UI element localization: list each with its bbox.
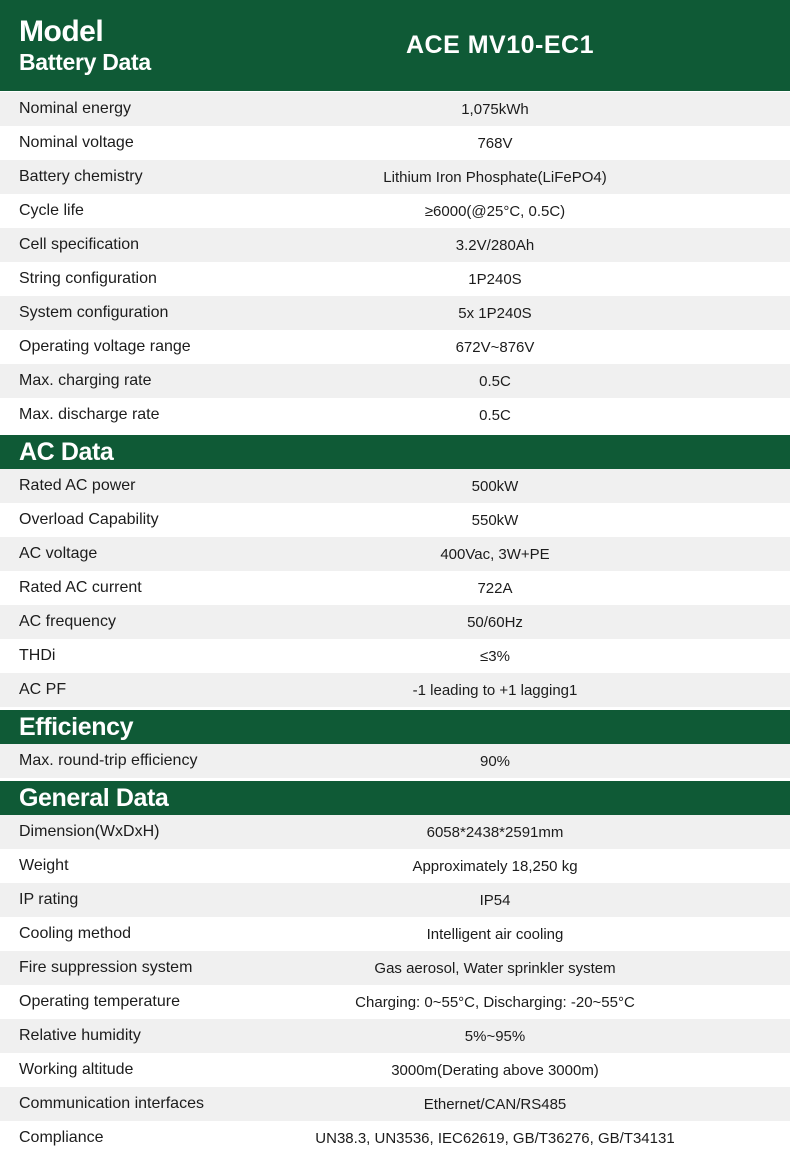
spec-value: ≥6000(@25°C, 0.5C) xyxy=(424,202,566,220)
spec-row xyxy=(0,639,790,673)
spec-row xyxy=(0,503,790,537)
model-name: ACE MV10-EC1 xyxy=(406,31,594,59)
spec-row xyxy=(0,744,790,778)
spec-value: 550kW xyxy=(471,511,519,529)
spec-value: 722A xyxy=(477,579,513,597)
spec-label: IP rating xyxy=(19,891,79,908)
section-rows xyxy=(0,744,790,778)
spec-value: 3.2V/280Ah xyxy=(455,236,535,254)
spec-row xyxy=(0,1087,790,1121)
spec-value: 6058*2438*2591mm xyxy=(426,823,564,841)
spec-row xyxy=(0,571,790,605)
spec-row xyxy=(0,92,790,126)
spec-row xyxy=(0,160,790,194)
spec-label: Rated AC current xyxy=(19,579,142,596)
spec-row xyxy=(0,262,790,296)
spec-value: 1,075kWh xyxy=(461,100,529,118)
spec-label: AC PF xyxy=(19,681,67,698)
spec-label: Nominal energy xyxy=(19,100,132,117)
section-title-efficiency: Efficiency xyxy=(0,710,790,744)
spec-row xyxy=(0,605,790,639)
spec-label: Dimension(WxDxH) xyxy=(19,823,160,840)
spec-row xyxy=(0,537,790,571)
spec-row xyxy=(0,228,790,262)
spec-label: Max. discharge rate xyxy=(19,406,160,423)
spec-row xyxy=(0,849,790,883)
spec-value: UN38.3, UN3536, IEC62619, GB/T36276, GB/T34131 xyxy=(315,1129,675,1147)
battery-data-label: Battery Data xyxy=(19,48,151,75)
spec-label: THDi xyxy=(19,647,56,664)
spec-label: Compliance xyxy=(19,1129,104,1146)
spec-row xyxy=(0,985,790,1019)
section-title-general-data: General Data xyxy=(0,781,790,815)
spec-value: 672V~876V xyxy=(455,338,535,356)
spec-label: System configuration xyxy=(19,304,169,321)
spec-value: 768V xyxy=(477,134,513,152)
spec-row xyxy=(0,673,790,707)
spec-row xyxy=(0,815,790,849)
spec-value: 1P240S xyxy=(468,270,522,288)
spec-header xyxy=(0,0,790,91)
spec-label: Max. charging rate xyxy=(19,372,152,389)
spec-label: Weight xyxy=(19,857,69,874)
spec-value: -1 leading to +1 lagging1 xyxy=(412,681,578,699)
spec-label: Working altitude xyxy=(19,1061,134,1078)
spec-row xyxy=(0,1121,790,1155)
spec-value: Gas aerosol, Water sprinkler system xyxy=(374,959,616,977)
spec-label: Communication interfaces xyxy=(19,1095,204,1112)
section-rows xyxy=(0,469,790,707)
spec-label: Nominal voltage xyxy=(19,134,134,151)
spec-row xyxy=(0,296,790,330)
spec-label: Max. round-trip efficiency xyxy=(19,752,198,769)
model-label: Model xyxy=(19,14,104,48)
spec-label: Cooling method xyxy=(19,925,132,942)
spec-label: Overload Capability xyxy=(19,511,159,528)
spec-row xyxy=(0,917,790,951)
section-rows xyxy=(0,92,790,432)
spec-row xyxy=(0,194,790,228)
spec-label: AC voltage xyxy=(19,545,98,562)
spec-value: 90% xyxy=(479,752,511,770)
header-left xyxy=(0,14,226,75)
section-rows xyxy=(0,815,790,1155)
spec-value: 5%~95% xyxy=(464,1027,526,1045)
spec-value: 400Vac, 3W+PE xyxy=(440,545,550,563)
spec-row xyxy=(0,330,790,364)
spec-label: AC frequency xyxy=(19,613,116,630)
spec-value: 50/60Hz xyxy=(467,613,523,631)
spec-label: Battery chemistry xyxy=(19,168,143,185)
spec-value: Approximately 18,250 kg xyxy=(412,857,578,875)
spec-label: Relative humidity xyxy=(19,1027,141,1044)
spec-row xyxy=(0,883,790,917)
spec-row xyxy=(0,1019,790,1053)
spec-value: Lithium Iron Phosphate(LiFePO4) xyxy=(383,168,607,186)
spec-value: 0.5C xyxy=(479,406,511,424)
spec-label: Operating voltage range xyxy=(19,338,191,355)
spec-row xyxy=(0,1053,790,1087)
spec-value: 3000m(Derating above 3000m) xyxy=(391,1061,599,1079)
spec-value: Charging: 0~55°C, Discharging: -20~55°C xyxy=(355,993,635,1011)
spec-value: 5x 1P240S xyxy=(458,304,532,322)
spec-sections xyxy=(0,92,790,1155)
spec-label: Cycle life xyxy=(19,202,84,219)
spec-value: ≤3% xyxy=(480,647,510,665)
spec-row xyxy=(0,469,790,503)
spec-row xyxy=(0,398,790,432)
spec-value: Ethernet/CAN/RS485 xyxy=(423,1095,567,1113)
spec-row xyxy=(0,951,790,985)
spec-value: Intelligent air cooling xyxy=(426,925,564,943)
spec-row xyxy=(0,126,790,160)
spec-value: 500kW xyxy=(471,477,519,495)
spec-value: 0.5C xyxy=(479,372,511,390)
spec-value: IP54 xyxy=(479,891,511,909)
spec-label: Cell specification xyxy=(19,236,140,253)
spec-label: Operating temperature xyxy=(19,993,180,1010)
spec-label: Fire suppression system xyxy=(19,959,193,976)
spec-label: String configuration xyxy=(19,270,157,287)
section-title-ac-data: AC Data xyxy=(0,435,790,469)
spec-row xyxy=(0,364,790,398)
spec-label: Rated AC power xyxy=(19,477,136,494)
